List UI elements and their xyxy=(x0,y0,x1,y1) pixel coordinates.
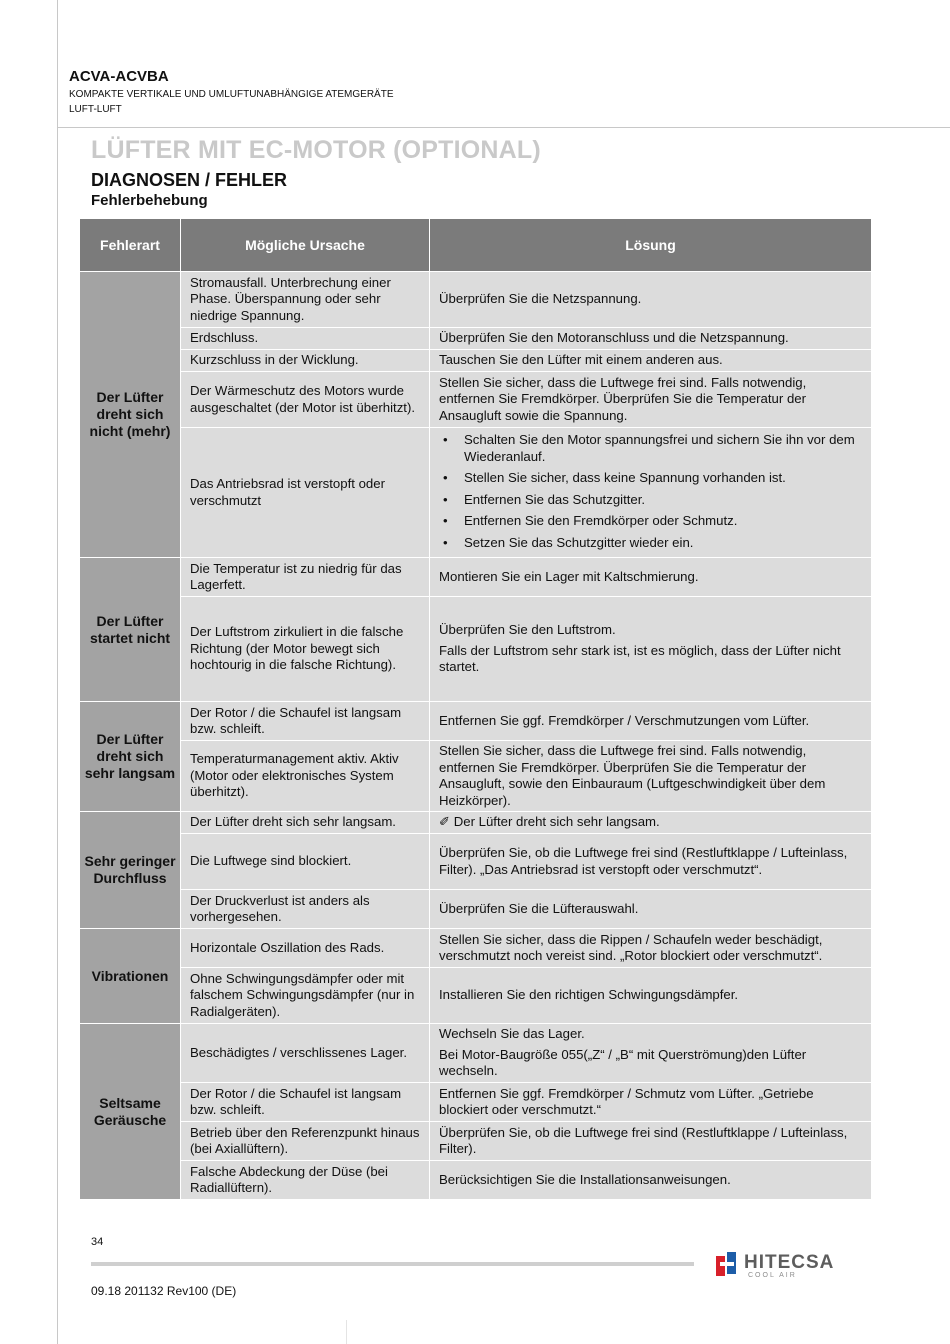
document-subtitle-line1: KOMPAKTE VERTIKALE UND UMLUFTUNABHÄNGIGE ATEMGERÄTE xyxy=(69,89,394,100)
table-row xyxy=(80,272,872,328)
table-row xyxy=(80,741,872,812)
table-row xyxy=(80,597,872,702)
footer-divider xyxy=(91,1262,694,1266)
column-header-solution: Lösung xyxy=(430,219,872,272)
table-row xyxy=(80,428,872,558)
table-row xyxy=(80,1083,872,1122)
fault-type-cell: Der Lüfter dreht sich nicht (mehr) xyxy=(80,272,181,558)
solution-cell: Entfernen Sie ggf. Fremdkörper / Schmutz vom Lüfter. „Getriebe blockiert oder verschmutzt.“ xyxy=(430,1083,872,1122)
cause-cell: Beschädigtes / verschlissenes Lager. xyxy=(181,1024,430,1083)
table-row xyxy=(80,1024,872,1083)
logo-tagline: COOL AIR xyxy=(748,1272,797,1279)
fault-type-cell: Vibrationen xyxy=(80,929,181,1024)
solution-cell: Montieren Sie ein Lager mit Kaltschmierung. xyxy=(430,558,872,597)
cause-cell: Temperaturmanagement aktiv. Aktiv (Motor oder elektronisches System überhitzt). xyxy=(181,741,430,812)
column-header-possible-cause: Mögliche Ursache xyxy=(181,219,430,272)
solution-cell: Berücksichtigen Sie die Installationsanweisungen. xyxy=(430,1161,872,1200)
table-row xyxy=(80,834,872,890)
document-code: ACVA-ACVBA xyxy=(69,68,169,85)
table-row xyxy=(80,372,872,428)
table-row xyxy=(80,1122,872,1161)
document-subtitle-line2: LUFT-LUFT xyxy=(69,104,122,115)
solution-cell: Installieren Sie den richtigen Schwingungsdämpfer. xyxy=(430,968,872,1024)
cause-cell: Ohne Schwingungsdämpfer oder mit falschem Schwingungsdämpfer (nur in Radialgeräten). xyxy=(181,968,430,1024)
list-item: • Stellen Sie sicher, dass keine Spannung vorhanden ist. xyxy=(439,470,862,487)
list-item: • Setzen Sie das Schutzgitter wieder ein. xyxy=(439,535,862,552)
cause-cell: Die Luftwege sind blockiert. xyxy=(181,834,430,890)
logo-mark-icon xyxy=(716,1250,740,1278)
solution-cell: Wechseln Sie das Lager. Bei Motor-Baugröße 055(„Z“ / „B“ mit Querströmung)den Lüfter wechseln. xyxy=(430,1024,872,1083)
list-item: • Entfernen Sie den Fremdkörper oder Schmutz. xyxy=(439,513,862,530)
table-row xyxy=(80,929,872,968)
list-item: • Entfernen Sie das Schutzgitter. xyxy=(439,492,862,509)
table-row xyxy=(80,702,872,741)
cause-cell: Der Wärmeschutz des Motors wurde ausgeschaltet (der Motor ist überhitzt). xyxy=(181,372,430,428)
document-reference: 09.18 201132 Rev100 (DE) xyxy=(91,1284,237,1298)
list-item: • Schalten Sie den Motor spannungsfrei und sichern Sie ihn vor dem Wiederanlauf. xyxy=(439,432,862,465)
cause-cell: Der Rotor / die Schaufel ist langsam bzw. schleift. xyxy=(181,702,430,741)
solution-cell: Stellen Sie sicher, dass die Rippen / Schaufeln weder beschädigt, verschmutzt noch vereist sind. „Rotor blockiert oder verschmutzt“. xyxy=(430,929,872,968)
table-row xyxy=(80,968,872,1024)
table-row xyxy=(80,812,872,834)
table-header-row xyxy=(80,219,872,272)
cause-cell: Der Lüfter dreht sich sehr langsam. xyxy=(181,812,430,834)
cause-cell: Betrieb über den Referenzpunkt hinaus (bei Axiallüftern). xyxy=(181,1122,430,1161)
page-edge-mark xyxy=(346,1320,347,1344)
cause-cell: Das Antriebsrad ist verstopft oder verschmutzt xyxy=(181,428,430,558)
solution-bullet-list xyxy=(439,432,862,551)
troubleshooting-table xyxy=(79,218,872,1200)
left-margin-line xyxy=(57,0,58,1344)
cause-cell: Horizontale Oszillation des Rads. xyxy=(181,929,430,968)
solution-cell: Überprüfen Sie den Motoranschluss und die Netzspannung. xyxy=(430,328,872,350)
solution-cell: Tauschen Sie den Lüfter mit einem anderen aus. xyxy=(430,350,872,372)
hitecsa-logo xyxy=(716,1250,866,1282)
page-number: 34 xyxy=(91,1236,104,1248)
table-row xyxy=(80,890,872,929)
solution-cell: Überprüfen Sie, ob die Luftwege frei sind (Restluftklappe / Lufteinlass, Filter). „Das Antriebsrad ist verstopft oder verschmutzt“. xyxy=(430,834,872,890)
logo-name: HITECSA xyxy=(744,1252,835,1273)
solution-cell: Entfernen Sie ggf. Fremdkörper / Verschmutzungen vom Lüfter. xyxy=(430,702,872,741)
section-title: LÜFTER MIT EC-MOTOR (OPTIONAL) xyxy=(91,136,541,164)
solution-cell: ✐ Der Lüfter dreht sich sehr langsam. xyxy=(430,812,872,834)
solution-cell xyxy=(430,428,872,558)
page-subheading: Fehlerbehebung xyxy=(91,192,208,209)
column-header-fault-type: Fehlerart xyxy=(80,219,181,272)
solution-cell: Stellen Sie sicher, dass die Luftwege frei sind. Falls notwendig, entfernen Sie Fremdkörper. Überprüfen Sie die Temperatur der Ansaugluft sowie die Spannung. xyxy=(430,372,872,428)
table-row xyxy=(80,558,872,597)
table-row xyxy=(80,1161,872,1200)
cause-cell: Der Rotor / die Schaufel ist langsam bzw. schleift. xyxy=(181,1083,430,1122)
cause-cell: Falsche Abdeckung der Düse (bei Radiallüftern). xyxy=(181,1161,430,1200)
fault-type-cell: Seltsame Geräusche xyxy=(80,1024,181,1200)
header-divider xyxy=(57,127,950,128)
solution-cell: Überprüfen Sie, ob die Luftwege frei sind (Restluftklappe / Lufteinlass, Filter). xyxy=(430,1122,872,1161)
cause-cell: Erdschluss. xyxy=(181,328,430,350)
table-row xyxy=(80,328,872,350)
solution-cell: Überprüfen Sie die Lüfterauswahl. xyxy=(430,890,872,929)
fault-type-cell: Der Lüfter dreht sich sehr langsam xyxy=(80,702,181,812)
table-row xyxy=(80,350,872,372)
cause-cell: Kurzschluss in der Wicklung. xyxy=(181,350,430,372)
fault-type-cell: Sehr geringer Durchfluss xyxy=(80,812,181,929)
cause-cell: Die Temperatur ist zu niedrig für das Lagerfett. xyxy=(181,558,430,597)
cause-cell: Stromausfall. Unterbrechung einer Phase. Überspannung oder sehr niedrige Spannung. xyxy=(181,272,430,328)
solution-cell: Stellen Sie sicher, dass die Luftwege frei sind. Falls notwendig, entfernen Sie Fremdkörper. Überprüfen Sie die Temperatur der Ansaugluft, sowie den Einbauraum (Luftgeschwindigkeit über dem Heizkörper). xyxy=(430,741,872,812)
solution-cell: Überprüfen Sie den Luftstrom. Falls der Luftstrom sehr stark ist, ist es möglich, dass der Lüfter nicht startet. xyxy=(430,597,872,702)
fault-type-cell: Der Lüfter startet nicht xyxy=(80,558,181,702)
solution-cell: Überprüfen Sie die Netzspannung. xyxy=(430,272,872,328)
cause-cell: Der Druckverlust ist anders als vorhergesehen. xyxy=(181,890,430,929)
cause-cell: Der Luftstrom zirkuliert in die falsche Richtung (der Motor bewegt sich hochtourig in die falsche Richtung). xyxy=(181,597,430,702)
page-heading: DIAGNOSEN / FEHLER xyxy=(91,170,288,190)
